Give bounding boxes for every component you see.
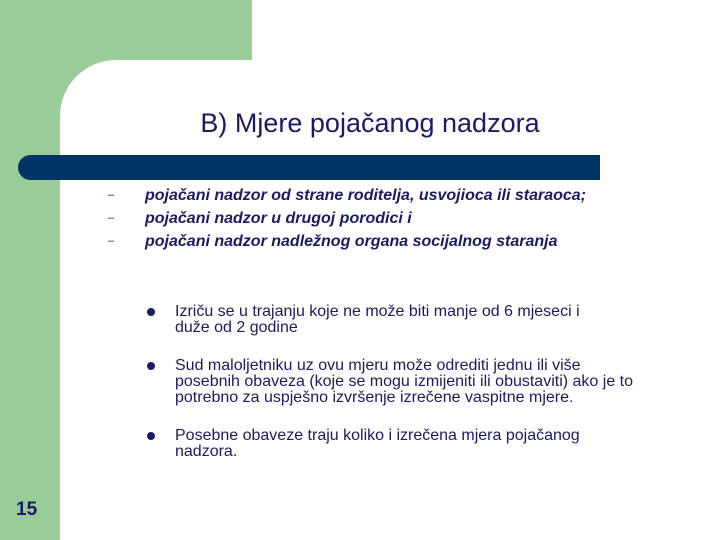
slide-title: B) Mjere pojačanog nadzora bbox=[200, 108, 540, 138]
dash-marker-icon: – bbox=[108, 212, 115, 224]
bullet-dot-icon bbox=[147, 308, 155, 316]
slide-number: 15 bbox=[16, 499, 38, 520]
dash-item-text: pojačani nadzor nadležnog organa socijalnog staranja bbox=[145, 233, 558, 250]
bullet-item-text: Izriču se u trajanju koje ne može biti manje od 6 mjeseci i duže od 2 godine bbox=[175, 303, 580, 336]
bullet-item bbox=[145, 428, 615, 460]
title-rule-bar bbox=[18, 155, 600, 180]
bullet-list bbox=[145, 304, 665, 479]
bullet-item-text: Posebne obaveze traju koliko i izrečena mjera pojačanog nadzora. bbox=[175, 427, 580, 460]
bullet-item bbox=[145, 304, 615, 336]
dash-item-text: pojačani nadzor od strane roditelja, usvojioca ili staraoca; bbox=[145, 187, 587, 204]
dash-item bbox=[108, 187, 615, 204]
dash-marker-icon: – bbox=[108, 235, 115, 247]
dash-marker-icon: – bbox=[108, 189, 115, 201]
bullet-dot-icon bbox=[147, 432, 155, 440]
dash-list bbox=[108, 187, 688, 250]
dash-item-text: pojačani nadzor u drugoj porodici i bbox=[145, 210, 412, 227]
dash-item bbox=[108, 210, 688, 227]
bullet-dot-icon bbox=[147, 362, 155, 370]
bullet-item bbox=[145, 358, 645, 406]
dash-item bbox=[108, 233, 688, 250]
bullet-item-text: Sud maloljetniku uz ovu mjeru može odrediti jednu ili više posebnih obaveza (koje se mogu izmijeniti ili obustaviti) ako je to potrebno za uspješno izvršenje izrečene vaspitne mjere. bbox=[175, 357, 634, 406]
